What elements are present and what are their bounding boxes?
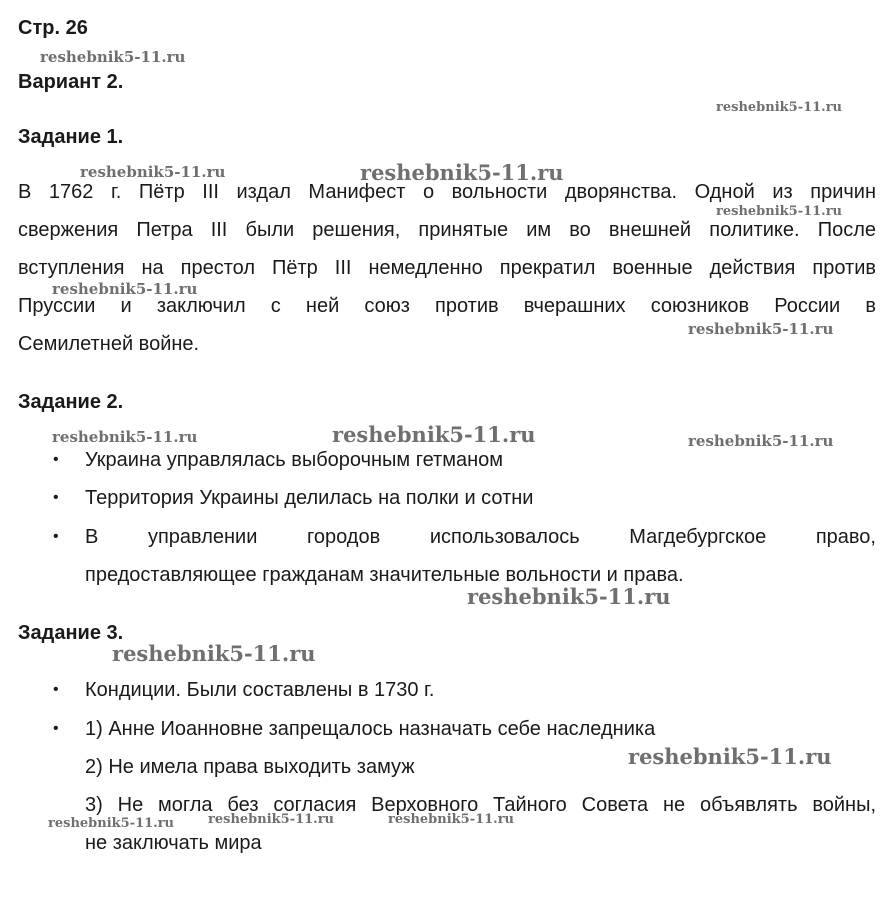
task3-heading: Задание 3. [18, 622, 124, 644]
watermark: reshebnik5-11.ru [360, 160, 564, 185]
bullet-icon: • [53, 528, 59, 545]
task1-line: В 1762 г. Пётр III издал Манифест о вольности дворянства. Одной из причин [18, 181, 876, 203]
watermark: reshebnik5-11.ru [48, 816, 175, 831]
watermark: reshebnik5-11.ru [52, 428, 198, 446]
watermark: reshebnik5-11.ru [208, 812, 335, 827]
task1-line: свержения Петра III были решения, принятые им во внешней политике. После [18, 219, 876, 241]
variant-heading: Вариант 2. [18, 71, 124, 93]
task1-line: Семилетней войне. [18, 333, 200, 355]
task1-line: Пруссии и заключил с ней союз против вчерашних союзников России в [18, 295, 876, 317]
task2-heading: Задание 2. [18, 391, 124, 413]
watermark: reshebnik5-11.ru [716, 204, 843, 219]
list-item-text: 1) Анне Иоанновне запрещалось назначать себе наследника [85, 718, 656, 740]
list-item-text: 2) Не имела права выходить замуж [85, 756, 415, 778]
watermark: reshebnik5-11.ru [628, 744, 832, 769]
list-item-text: не заключать мира [85, 832, 262, 854]
watermark: reshebnik5-11.ru [332, 422, 536, 447]
watermark: reshebnik5-11.ru [716, 100, 843, 115]
watermark: reshebnik5-11.ru [388, 812, 515, 827]
bullet-icon: • [53, 720, 59, 737]
watermark: reshebnik5-11.ru [52, 280, 198, 298]
task1-line: вступления на престол Пётр III немедленно прекратил военные действия против [18, 257, 876, 279]
watermark: reshebnik5-11.ru [112, 641, 316, 666]
list-item-text: Территория Украины делилась на полки и сотни [85, 487, 534, 509]
watermark: reshebnik5-11.ru [467, 584, 671, 609]
list-item-text: 3) Не могла без согласия Верховного Тайного Совета не объявлять войны, [85, 794, 876, 816]
list-item-text: В управлении городов использовалось Магдебургское право, [85, 526, 876, 548]
list-item-text: Украина управлялась выборочным гетманом [85, 449, 504, 471]
bullet-icon: • [53, 681, 59, 698]
bullet-icon: • [53, 489, 59, 506]
watermark: reshebnik5-11.ru [40, 48, 186, 66]
watermark: reshebnik5-11.ru [688, 432, 834, 450]
watermark: reshebnik5-11.ru [80, 163, 226, 181]
watermark: reshebnik5-11.ru [688, 320, 834, 338]
list-item-text: Кондиции. Были составлены в 1730 г. [85, 679, 435, 701]
list-item-text: предоставляющее гражданам значительные вольности и права. [85, 564, 684, 586]
task1-heading: Задание 1. [18, 126, 124, 148]
page-reference: Стр. 26 [18, 17, 88, 39]
bullet-icon: • [53, 451, 59, 468]
